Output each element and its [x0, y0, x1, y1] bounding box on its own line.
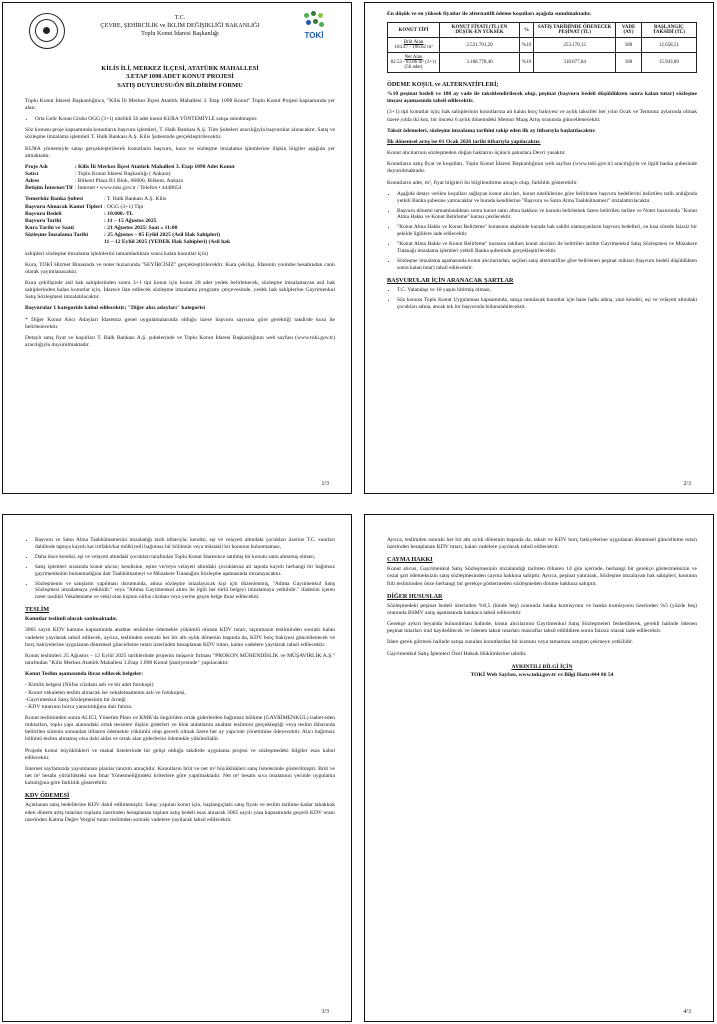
sale-info-value: : 11 – 15 Ağustos 2025 [104, 217, 157, 224]
delivery-paragraph: Projede konut büyüklükleri ve mahal listelerinde bir gelişi olduğu takdirde uygulama projesi ve sözleşmedeki bilgiler esas kabul edilecektir. [25, 747, 335, 761]
type-cell [388, 53, 440, 73]
process-list [387, 191, 697, 272]
payment-paragraph: %10 peşinat bedeli ve 180 ay vade ile taksitlendirilecek olup, peşinat (başvuru bedeli düşüldükten sonra kalan tutar) sözleşme imzası aşamasında tahsil edilecektir. [387, 91, 697, 105]
sale-info-key: Başvuru Bedeli [25, 210, 62, 217]
delivery-heading: TESLİM [25, 606, 50, 614]
administration-name: Toplu Konut İdaresi Başkanlığı [141, 29, 219, 37]
document-page-3 [2, 514, 352, 1022]
other-paragraph: Gayrimenkul Satış İşlemleri Özel Hukuk Hükümlerine tabidir. [387, 650, 527, 657]
payment-paragraph: Konutların satış fiyat ve koşulları, Toplu Konut İdaresi Başkanlığının web sayfası (www.toki.gov.tr) aracılığıyla ve ilgili banka şubesinde duyurulmaktadır. [387, 161, 697, 175]
sale-info-value: 11 – 12 Eylül 2025 (YEDEK Hak Sahipleri) (Asil hak [104, 239, 231, 246]
category-paragraph: Başvurular 1 kategoride kabul edilecektir; "Diğer alıcı adayları" kategorisi [25, 305, 206, 312]
price-cell: 3.188.778,40 [440, 53, 520, 73]
delivery-paragraph: Konut tesliminden sonra ALICI, Yönetim Planı ve KMK'da öngörülen ortak giderlerden bağımsız bölüme (GAYRİMENKUL) isabet eden miktarları, toplu yapı alanındaki ortak tesislere ilişkin giderleri ve blok aidatlarını anahtar teslimini gerçekleştiği veya teslim ihbarında belirtilen sürenin sonundan itibaren ödemekle yükümlü olup gecerli olmak üzere her ay yapı/site yönetimine ödeyecektir. Alıcı bağımsız bölümü teslim almamış olsa dahi aidat ve ortak alan giderlerini ödemekle yükümlüdür. [25, 714, 335, 743]
document-title [25, 65, 335, 90]
project-info-value: : Bilkent Plaza B1 Blok, 06800, Bilkent, Ankara [74, 178, 183, 185]
reserve-paragraph: Kura çekilişinde asil hak sahiplerinden sonra 3+1 tipi konut için konut 28 adet yedek belirlenecek, sözleşme imzalamayan asil hak sahiplerinden kalan konutlar için, İdarece ilan edilecek sözleşme imzalama programı çerçevesinde, yedek hak sahiplerine Gayrimenkul Satış Sözleşmesi imzalatılacaktır. [25, 280, 335, 301]
column-header: SATIŞ TARİHİNDE ÖDENECEK PEŞİNAT (TL) [534, 23, 616, 38]
project-info-value: : Toplu Konut İdaresi Başkanlığı ( Ankara) [74, 170, 171, 177]
column-header: VADE (AY) [616, 23, 642, 38]
type-label: Brüt Alan [403, 40, 424, 46]
project-info-key: Satıcı [25, 170, 39, 177]
toki-leaf-icon [302, 11, 326, 31]
delivery-paragraph: Konut teslimleri 25 Ağustos – 12 Eylül 2025 tarihlerinde projenin müşavir firması "PROKON MÜHENDİSLİK ve MÜŞAVİRLİK A.Ş." tarafından "Kilis Merkez Atatürk Mahallesi 3.Etap 1.098 Konut Şantiyesinde" yapılacaktır. [25, 652, 335, 667]
other-paragraph: Sözleşmedeki peşinat bedeli üzerinden %0,5 (binde beş) oranında banka komisyonu ve banka komisyonu üzerinden %5 (yüzde beş) oranında BSMV satış aşamasında bankaca tahsil edilecektir. [387, 602, 697, 616]
document-item: - Kimlik belgesi (Nüfus cüzdanı aslı ve bir adet fotokopi) [25, 682, 154, 689]
detail-title: AYRINTILI BİLGİ İÇİN [511, 663, 573, 670]
price-table [387, 22, 697, 73]
details-paragraph: Detaylı satış fiyat ve koşulları T. Halk Bankası A.Ş. şubelerinde ve Toplu Konut İdaresi Başkanlığının web sayfası (www.toki.gov.tr) aracılığıyla duyurulmaktadır. [25, 334, 335, 349]
table-row [388, 53, 697, 73]
sale-info-key: Başvuru Tarihi [25, 217, 62, 224]
document-item: - KDV tutarının borca yansıtıldığına dair fatura. [25, 703, 133, 710]
offer-list [25, 116, 335, 123]
list-item: • Satış işlemleri sırasında konut alıcısı; kendisine, eşine ve/veya velayeti altındaki çocuklarına ait tapuda kayıtlı herhangi bir bağımsız gayrimenkulün bulunmadığına dair Taahhütnameyi ve Müzakere Tutanağını Sözleşme aşamasında imzalayacaktır. [35, 564, 335, 578]
letterhead [25, 11, 335, 59]
list-item: • Başvuru ve Satın Alma Taahhütnamesini imzaladığı tarih itibarıyla; kendisi, eşi ve velayeti altındaki çocukları üzerine T.C. sınırları dahilinde tapuya kayıtlı kat irtifaklı/kat mülkiyetli bağımsız bir bölümün veya müstakil bir konutun bulunmaması, [35, 537, 335, 551]
sale-info-table [25, 196, 232, 246]
other-paragraph: İdare gerek görmesi halinde satışa sunulan konutlardan bir kısmını veya tamamını satıştan çekmeye yetkilidir. [387, 639, 634, 646]
title-line-3: SATIŞ DUYURUSU/ÖN BİLDİRİM FORMU [117, 81, 243, 89]
offer-item: • Orta Gelir Konut Grubu OGG (3+1) nitelikli 56 adet konut KURA YÖNTEMİYLE satışa sunulmuştur. [35, 116, 335, 123]
table-header-row [388, 23, 697, 38]
document-page-4 [364, 514, 714, 1022]
toki-logo [297, 11, 331, 40]
term-cell: 180 [616, 38, 642, 53]
type-cell [388, 38, 440, 53]
table-row [388, 38, 697, 53]
payment-paragraph: Konutların adet, m², fiyat bilgileri bu bilgilendirme amaçlı olup, farklılık gösterebilir. [387, 179, 578, 186]
other-paragraph: Gerekçe aykırı beyanda bulunulması halinde, konut alıcılarının Gayrimenkul Satış Sözleşmeleri feshedilerek, gerekli halinde ödenen peşinat tutarları irad kaydedilecek ve ödenen taksit tutarları masraflar tahsil edildikten sonra faizsiz olarak iade edilecektir. [387, 621, 697, 635]
delivery-paragraph: 3065 sayılı KDV kanunu kapsamında anahtar teslimine ödemekle yükümlü olunan KDV tutarı, taşınmazın tesliminden sonraki kalan vadelere yayılarak tahsil edilecek, ayrıca, teslimden sonraki her bir altı aylık dönemin başında da, KDV borç bakiyesi güncellenecek ve borç bakiyelerine uygulanan dönemsel güncelleme tutarı üzerinden hesaplanan KDV tutarı, kalan vadelere yayılarak tahsil edilecektir. [25, 627, 335, 648]
sale-info-value: : 21 Ağustos 2025/ Saat » 11:00 [104, 225, 178, 232]
sale-info-value: : T. Halk Bankası A.Ş. Kilis [104, 196, 167, 203]
document-page-1 [2, 2, 352, 494]
list-item: • T.C. Vatandaşı ve 18 yaşını bitirmiş olması, [397, 287, 697, 294]
sale-info-value: : 25 Ağustos – 05 Eylül 2025 (Asil Hak Sahipleri) [104, 232, 221, 239]
toki-logo-text: TOKİ [304, 31, 324, 40]
detail-contact[interactable]: TOKİ Web Sayfası, www.toki.gov.tr ve Bilgi Hattı:444 86 54 [470, 671, 614, 678]
percent-cell: %10 [519, 38, 533, 53]
sale-info-key: Başvuru Alınacak Konut Tipleri [25, 203, 103, 210]
withdrawal-heading: CAYMA HAKKI [387, 556, 433, 564]
vat-heading: KDV ÖDEMESİ [25, 792, 70, 800]
lottery-paragraph: Kura, TOKİ Hizmet Binasında ve noter huzurunda "SEYİRCİSİZ" gerçekleştirilecektir. Kura çekilişi, İdarenin youtube hesabından canlı olarak yayımlanacaktır. [25, 261, 335, 275]
payment-paragraph: İlk dönemsel artış ise 01 Ocak 2026 tarihi itibarıyla yapılacaktır. [387, 138, 541, 145]
contact-link[interactable]: : İnternet • www.toki.gov.tr / Telefon • 4448654 [74, 185, 182, 192]
list-item: • Sözleşmenin ve satışların yapılması durumunda, adına sözleşme imzalayacak kişi için düzenlenmiş, "Adıma Gayrimenkul Satış Sözleşmesi imzalamaya yetkilidir." veya "Adıma Gayrimenkul alımı ile ilgili her türlü belgeyi imzalamaya yetkilidir." ifadesini içeren noter tasdikli Vekaletname ve vekil olan kişinin nüfus cüzdanı veya yerine geçen belge ibraz edilecektir. [35, 581, 335, 602]
column-header: KONUT FİYATI (TL) EN DÜŞÜK-EN YÜKSEK [440, 23, 520, 38]
title-line-2: 3.ETAP 1098 ADET KONUT PROJESİ [126, 73, 234, 81]
down-payment-cell: 318.877,84 [534, 53, 616, 73]
list-item: • "Konut Alma Hakkı ve Konut Belirleme" kurasını takiben konut alıcıları ile belirtilen tarihte Gayrimenkul Satış Sözleşmesi ve Müzakere Tutanağı imzalama işlemleri yetkili Banka şubesinde gerçekleştirilecektir. [397, 241, 697, 255]
list-item: • Daha önce kendisi, eşi ve velayeti altındaki çocukları tarafından Toplu Konut İdaresince satılmış bir konutu satın almamış olması, [35, 554, 335, 561]
payment-paragraph: Taksit ödemeleri, sözleşme imzalama tarihini takip eden ilk ay itibarıyla başlatılacaktır. [387, 127, 596, 134]
column-header: BAŞLANGIÇ TAKSİDİ (TL) [641, 23, 696, 38]
title-line-1: KİLİS İLİ, MERKEZ İLÇESİ, ATATÜRK MAHALLESİ [101, 65, 259, 72]
installment-cell: 15.943,89 [641, 53, 696, 73]
requirements-list [387, 287, 697, 311]
type-label: Net Alan [404, 55, 423, 61]
list-item: • Aşağıda detayı verilen koşulları sağlayan konut alıcıları, konut niteliklerine göre belirlenen başvuru bedellerini belirtilen tarih aralığında yetkili Banka şubesine yatıracaklar ve burada kendilerine "Başvuru ve Satın Alma Taahhütnamesi" imzalattırılacaktır. [397, 191, 697, 205]
sale-info-key: Temerküz Banka Şubesi [25, 196, 83, 203]
page-number: 3/3 [321, 1009, 329, 1015]
requirements-list-cont [25, 537, 335, 601]
type-area: 82.53 - 83.86 m² (3+1) (56 adet) [390, 60, 437, 71]
delivery-subheading: Konutlar teslimli olarak satılmaktadır. [25, 616, 118, 623]
list-item: • Sözleşme imzalama aşamasında konut alıcılarından, seçilen satış alternatifine göre belirlenen peşinat miktarı (başvuru bedeli düşüldükten sonra kalan tutar) tahsil edilecektir. [397, 258, 697, 272]
project-info-value: : Kilis İli Merkez İlçesi Atatürk Mahallesi 3. Etap 1098 Adet Konut [74, 163, 235, 170]
project-info-key: Adres [25, 178, 40, 185]
page-number: 1/3 [321, 481, 329, 487]
ministry-name: ÇEVRE, ŞEHİRCİLİK ve İKLİM DEĞİŞİKLİĞİ BAKANLIĞI [100, 21, 260, 29]
term-cell: 180 [616, 53, 642, 73]
page-number: 2/3 [683, 481, 691, 487]
project-info-key: İletişim İnternet/Tlf [25, 185, 73, 192]
ministry-seal-icon [29, 13, 65, 49]
document-item: - Konut vekaleten teslim alınacak ise vekaletnamenin aslı ve fotokopisi, [25, 689, 186, 696]
list-item: • Başvuru dönemi tamamlandıktan sonra konut satın alma hakkını ve konutu belirlemek üzere belirtilen tarihte ve Noter huzurunda "Konut Alma Hakkı ve Konut Belirleme" kurası çekilecektir. [397, 208, 697, 222]
percent-cell: %10 [519, 53, 533, 73]
tc-label: T.C. [174, 14, 186, 21]
project-info-key: Proje Adı [25, 163, 48, 170]
price-cell: 2.531.701,20 [440, 38, 520, 53]
price-table-intro: En düşük ve en yüksek fiyatlar ile alternatifli ödeme koşulları aşağıda sunulmaktadır. [387, 11, 592, 17]
requirements-heading: BAŞVURULAR İÇİN ARANACAK ŞARTLAR [387, 276, 514, 284]
payment-paragraph: (3+1) tipi konutlar için; hak sahiplerinin konutlarına ait kalan borç bakiyesi ve aylık taksitler her yılın Ocak ve Temmuz aylarında olmak üzere yılda iki kez, bir önceki 6 aylık dönemdeki Memur Maaş Artış oranında güncellenecektir. [387, 109, 697, 123]
column-header: KONUT TİPİ [388, 23, 440, 38]
sale-info-value: : 10.000.-TL [104, 210, 134, 217]
down-payment-cell: 253.170,12 [534, 38, 616, 53]
vat-continuation: Ayrıca, teslimden sonraki her bir altı aylık dönemin başında da, taksit ve KDV borç bakiyelerine uygulanan dönemsel güncelleme tutarı üzerinden hesaplanan KDV tutarı, kalan vadelere yayılarak tahsil edilecektir. [387, 537, 697, 551]
project-info-table [25, 164, 237, 193]
installment-cell: 12.658,51 [641, 38, 696, 53]
ministry-heading [25, 11, 335, 37]
vat-paragraph: Açıklanan satış bedellerine KDV dahil edilmemiştir. Satışı yapılan konut için, başlangıçtaki satış fiyatı ve teslim tarihine kadar tahakkuk eden dönem artış tutarları toplamı üzerinden hesaplanan toplam satış bedeli esas alınarak 3065 sayılı yasa kapsamında geçerli KDV oranı üzerinden Katma Değer Vergisi tutarı teslimden sonraki vadelere yayılarak tahsil edilecektir. [25, 802, 335, 823]
column-header: % [519, 23, 533, 38]
withdrawal-paragraph: Konut alıcısı, Gayrimenkul Satış Sözleşmesinin imzalandığı tarihten itibaren 14 gün içerinde, herhangi bir gerekçe göstermeksizin ve cezai şart ödemeksizin satış sözleşmesinden cayma hakkına sahiptir. Ayrıca, peşinat yatırarak, Sözleşme imzalayan hak sahipleri, konutun fiili tesliminden önce herhangi bir gerekçe göstermeden sözleşmeden dönme hakkına sahiptir. [387, 566, 697, 587]
other-buyers-paragraph: * Diğer Konut Alıcı Adayları İdaremiz genel uygulamalarında olduğu üzere başvuru sayısına göre gerektiği takdirde kura ile belirlenecektir. [25, 316, 335, 330]
documents-heading: Konut Teslim aşamasında ibraz edilecek belgeler: [25, 671, 144, 678]
sale-info-key [25, 239, 104, 246]
lottery-info-paragraph: KURA yöntemiyle satışı gerçekleştirilecek konutların başvuru, kura ve sözleşme imzalama işlemlerine ilişkin bilgiler aşağıda yer almaktadır. [25, 145, 335, 159]
document-page-2 [364, 2, 714, 494]
delivery-paragraph: İnternet sayfamızda yayımlanan planlar tanıtım amaçlıdır. Konutların brüt ve net m² büyüklükleri satış listelerinde gösterilmiştir. Brüt ve net m² hesabı yürürlükteki son İmar Yönetmeliğindeki kriterlere göre yapılmaktadır. Net m² hesabı sıva imalatının yerinde uygulama kalınlığına göre farklılık gösterebilir. [25, 765, 335, 787]
sale-info-continuation: sahipleri sözleşme imzalama işlemlerini tamamladıktan sonra kalan konutlar için) [25, 250, 208, 257]
application-paragraph: Söz konusu proje kapsamında konutların başvuru işlemleri, T. Halk Bankası A.Ş. Tüm Şubeleri aracılığıyla başvurular alınacaktır. Satış ve sözleşme imzalama işlemleri T. Halk Bankası A.Ş. Kilis Şubesinde gerçekleştirilecektir. [25, 127, 335, 141]
sale-info-value: : OGG (3+1) Tipi [104, 203, 144, 210]
type-area: 104.47 - 106.62 m² [394, 45, 433, 51]
payment-heading: ÖDEME KOŞUL ve ALTERNATİFLERİ; [387, 81, 499, 89]
sale-info-key: Sözleşme İmzalama Tarihi [25, 232, 89, 239]
page-number: 4/3 [683, 1009, 691, 1015]
list-item: • "Konut Alma Hakkı ve Konut Belirleme" kurasının akabinde kurada hak sahibi olamayanların başvuru bedelleri, en kısa sürede faizsiz bir şekilde ilgililere iade edilecektir. [397, 224, 697, 238]
document-item: -Gayrimenkul Satış Sözleşmesinin bir örneği [25, 696, 126, 703]
sale-info-key: Kura Tarihi ve Saati [25, 225, 74, 232]
other-heading: DİĞER HUSUSLAR [387, 592, 443, 600]
payment-paragraph: Konut alıcılarının sözleşmeden doğan haklarını üçüncü şahıslara Devri yasaktır. [387, 150, 566, 157]
list-item: • Söz konusu Toplu Konut Uygulaması kapsamında, satışa sunulacak konutlar için hane halkı adına, yani kendisi, eşi ve velayeti altındaki çocukları adına, ancak tek bir başvuruda bulunulabilecektir. [397, 297, 697, 311]
intro-paragraph: Toplu Konut İdaresi Başkanlığınca, "Kilis İli Merkez İlçesi Atatürk Mahallesi 3. Etap 1098 Konut" Toplu Konut Projesi kapsamında yer alan; [25, 97, 335, 112]
